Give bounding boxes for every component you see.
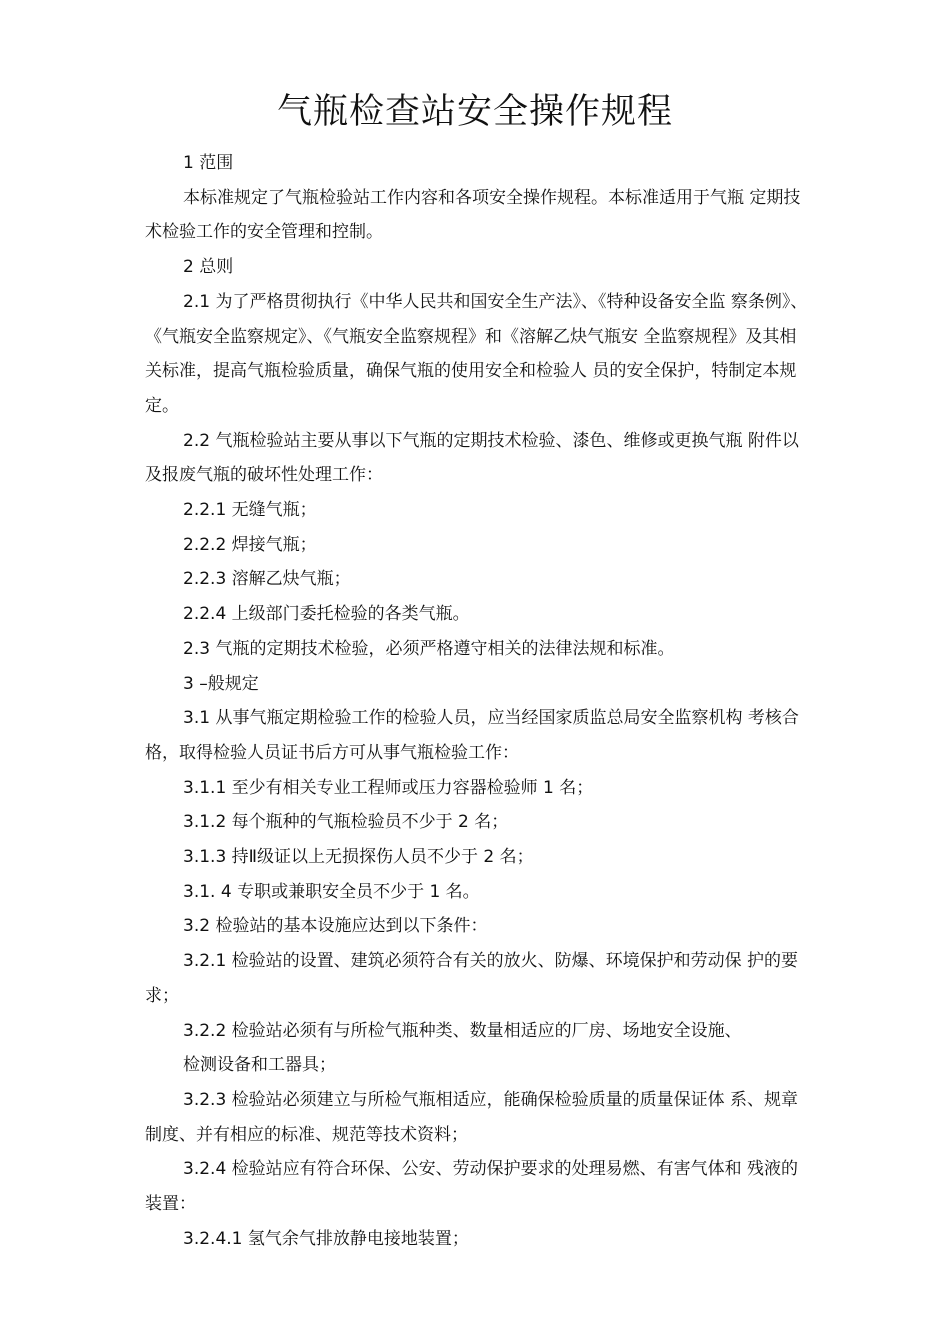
paragraph: 3.1.3 持Ⅱ级证以上无损探伤人员不少于 2 名； bbox=[183, 847, 534, 868]
paragraph: 本标准规定了气瓶检验站工作内容和各项安全操作规程。本标准适用于气瓶 定期技术检验工作的安全管理和控制。 bbox=[145, 187, 801, 243]
paragraph: 3.1.1 至少有相关专业工程师或压力容器检验师 1 名； bbox=[183, 777, 594, 798]
paragraph: 3.2.3 检验站必须建立与所检气瓶相适应，能确保检验质量的质量保证体 系、规章制度、并有相应的标准、规范等技术资料； bbox=[145, 1089, 799, 1145]
paragraph: 3.2.2 检验站必须有与所检气瓶种类、数量相适应的厂房、场地安全设施、 bbox=[183, 1020, 742, 1041]
paragraph: 3.1 从事气瓶定期检验工作的检验人员，应当经国家质监总局安全监察机构 考核合格，取得检验人员证书后方可从事气瓶检验工作： bbox=[145, 708, 799, 763]
paragraph: 2.1 为了严格贯彻执行《中华人民共和国安全生产法》、《特种设备安全监 察条例》、《气瓶安全监察规定》、《气瓶安全监察规程》和《溶解乙炔气瓶安 全监察规程》及其相关标准，提高气瓶检验质量，确保气瓶的使用安全和检验人 员的安全保护，特制定本规定。 bbox=[145, 291, 808, 416]
paragraph: 3.1.2 每个瓶种的气瓶检验员不少于 2 名； bbox=[183, 812, 509, 833]
paragraph: 检测设备和工器具； bbox=[183, 1055, 336, 1076]
paragraph: 2 总则 bbox=[183, 257, 234, 278]
paragraph: 3.2.4 检验站应有符合环保、公安、劳动保护要求的处理易燃、有害气体和 残液的装置： bbox=[145, 1159, 799, 1215]
paragraph: 3.2.1 检验站的设置、建筑必须符合有关的放火、防爆、环境保护和劳动保 护的要求； bbox=[145, 951, 799, 1006]
document-title: 气瓶检查站安全操作规程 bbox=[276, 92, 673, 132]
paragraph: 3.2 检验站的基本设施应达到以下条件： bbox=[183, 916, 488, 937]
paragraph: 2.2.1 无缝气瓶； bbox=[183, 500, 317, 521]
paragraph: 3.2.4.1 氢气余气排放静电接地装置； bbox=[183, 1228, 469, 1249]
paragraph: 2.2.4 上级部门委托检验的各类气瓶。 bbox=[183, 604, 470, 625]
paragraph: 3 –般规定 bbox=[183, 673, 259, 694]
document-body bbox=[145, 146, 813, 1257]
paragraph: 2.2.2 焊接气瓶； bbox=[183, 534, 317, 555]
paragraph: 2.3 气瓶的定期技术检验，必须严格遵守相关的法律法规和标准。 bbox=[183, 638, 675, 659]
paragraph: 3.1. 4 专职或兼职安全员不少于 1 名。 bbox=[183, 881, 480, 902]
paragraph: 2.2.3 溶解乙炔气瓶； bbox=[183, 569, 351, 590]
paragraph: 1 范围 bbox=[183, 153, 234, 173]
paragraph: 2.2 气瓶检验站主要从事以下气瓶的定期技术检验、漆色、维修或更换气瓶 附件以及报废气瓶的破坏性处理工作： bbox=[145, 430, 799, 486]
